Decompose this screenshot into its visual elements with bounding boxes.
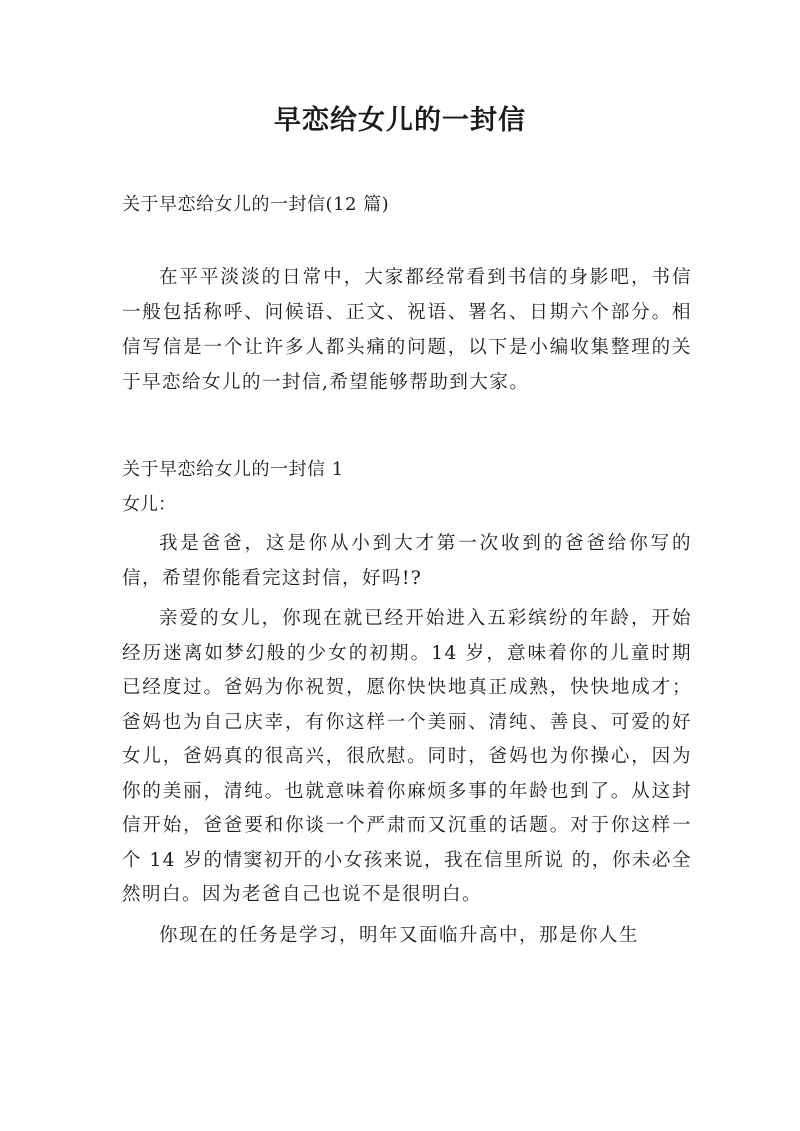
- intro-paragraph: 在平平淡淡的日常中，大家都经常看到书信的身影吧，书信一般包括称呼、问候语、正文、祝语、署名、日期六个部分。相信写信是一个让许多人都头痛的问题，以下是小编收集整理的关于早恋给女儿的一封信,希望能够帮助到大家。: [122, 267, 692, 393]
- letter-heading: 关于早恋给女儿的一封信 1: [122, 459, 344, 480]
- letter-body: [122, 527, 692, 959]
- document-title: 早恋给女儿的一封信: [274, 105, 526, 136]
- body-paragraph: 我是爸爸，这是你从小到大才第一次收到的爸爸给你写的信，希望你能看完这封信，好吗!?: [122, 533, 692, 589]
- body-paragraph: 亲爱的女儿，你现在就已经开始进入五彩缤纷的年龄，开始经历迷离如梦幻般的少女的初期。14 岁，意味着你的儿童时期已经度过。爸妈为你祝贺，愿你快快地真正成熟，快快地成才；爸妈也为自己庆幸，有你这样一个美丽、清纯、善良、可爱的好女儿，爸妈真的很高兴，很欣慰。同时，爸妈也为你操心，因为你的美丽，清纯。也就意味着你麻烦多事的年龄也到了。从这封信开始，爸爸要和你谈一个严肃而又沉重的话题。对于你这样一个 14 岁的情窦初开的小女孩来说，我在信里所说 的，你未必全然明白。因为老爸自己也说不是很明白。: [122, 608, 692, 905]
- body-paragraph: 你现在的任务是学习，明年又面临升高中，那是你人生: [159, 924, 640, 946]
- document-subtitle: 关于早恋给女儿的一封信(12 篇): [122, 194, 390, 215]
- letter-salutation: 女儿：: [122, 494, 176, 515]
